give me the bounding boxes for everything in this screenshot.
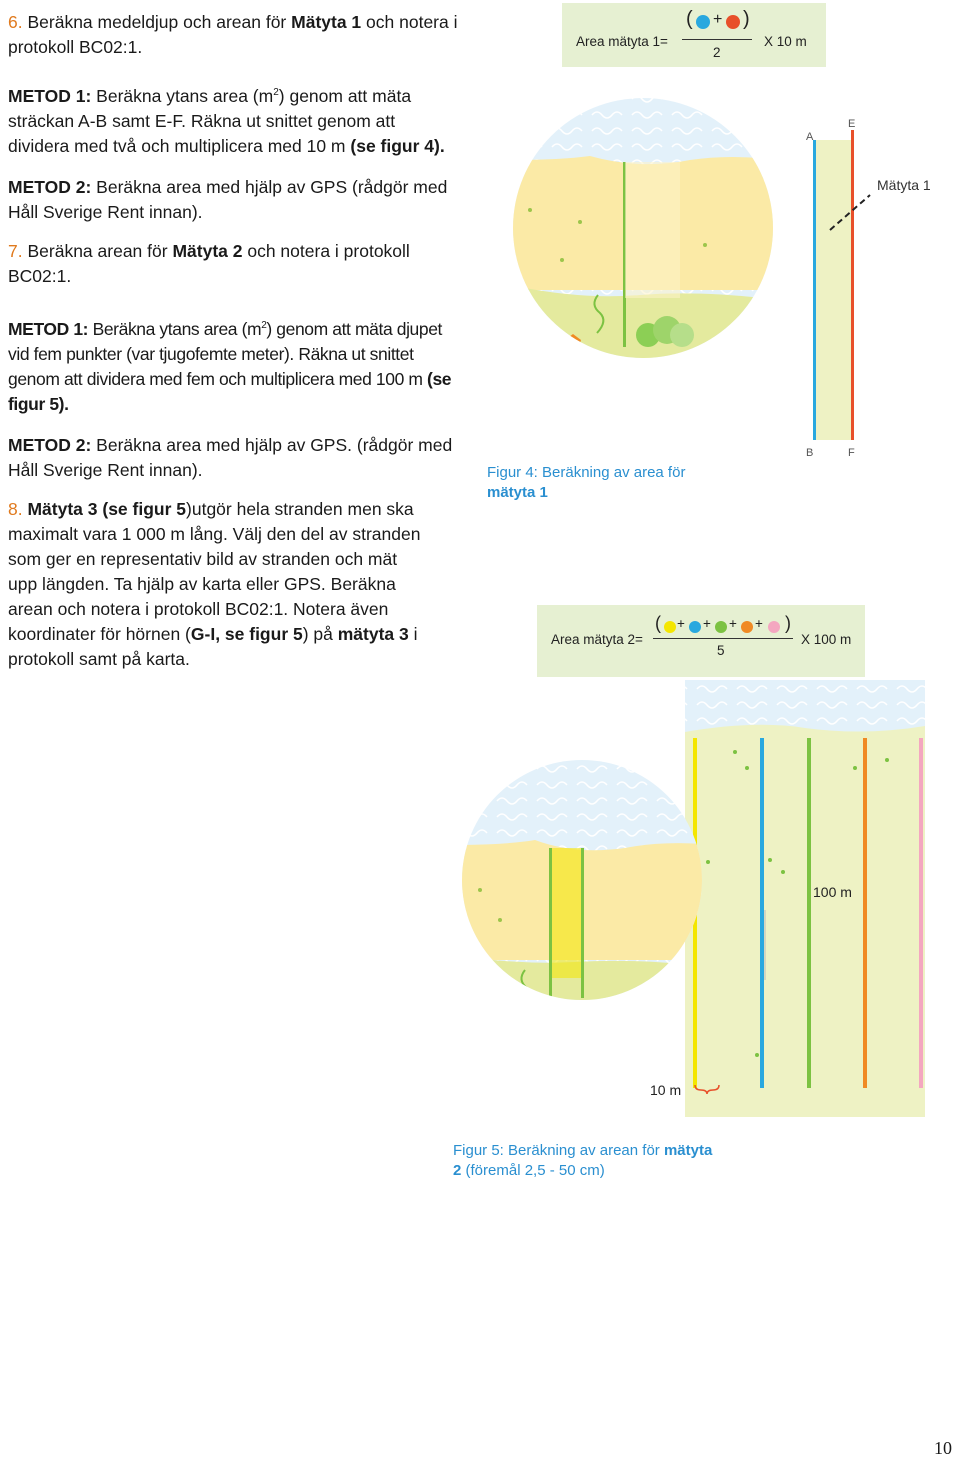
formula-multiplier: X 100 m [801,632,852,647]
area-1-strip [816,140,851,440]
superscript: 2 [273,87,279,98]
width-label: 10 m [650,1082,682,1098]
item-7-text-b: och notera i protokoll BC02:1. [8,240,410,286]
blue-dot-icon [689,621,701,633]
method-text-b: ) genom att mäta djupet vid fem punkter (var tjugofemte meter). Räkna ut snittet genom att dividera med fem och multiplicera med 100 m [8,318,443,389]
item-7-text-a: Beräkna arean för [27,240,168,261]
area-2-strip [685,732,925,1117]
caption-text: Figur 5: Beräkning av arean för [453,1142,660,1159]
item-6-method-2 [8,175,458,225]
transect-orange [863,738,867,1088]
line-a-b [813,140,816,440]
transect-blue [760,738,764,1088]
method-bold-ref: (se figur 5). [8,368,452,414]
formula-label: Area mätyta 2= [551,632,643,647]
item-6 [8,10,458,60]
item-7-method-2 [8,433,458,483]
blue-dot-icon [696,15,710,29]
length-label: 100 m [813,884,852,900]
formula-open-paren: ( [686,8,693,30]
label-a: A [806,131,814,143]
fraction-bar [653,638,793,639]
zoom-circle [510,90,780,370]
formula-close-paren: ) [785,613,791,633]
formula-plus: + [755,616,763,631]
formula-multiplier: X 10 m [764,34,807,49]
formula-open-paren: ( [655,613,661,633]
label-b: B [806,447,814,459]
formula-label: Area mätyta 1= [576,34,668,49]
formula-plus: + [713,11,723,28]
item-8 [8,497,423,672]
item-8-bold-a: Mätyta 3 (se figur 5 [27,498,187,519]
figure-5-caption [453,1141,713,1181]
method-text-a: Beräkna ytans area (m [92,318,262,339]
transect-pink [919,738,923,1088]
caption-text-b: (föremål 2,5 - 50 cm) [465,1162,605,1179]
item-7-bold: Mätyta 2 [172,240,243,261]
figure-4-caption [487,463,687,503]
green-dot-icon [715,621,727,633]
item-7-number: 7. [8,240,23,261]
item-6-text-a: Beräkna medeldjup och arean för [27,12,287,32]
page-number: 10 [934,1438,952,1458]
item-6-bold: Mätyta 1 [291,12,362,32]
method-text: Beräkna area med hjälp av GPS (rådgör med Håll Sverige Rent innan). [8,176,448,222]
item-6-number: 6. [8,12,23,32]
formula-denominator: 5 [717,643,725,658]
caption-text: Figur 4: Beräkning av area för [487,464,686,481]
formula-plus: + [677,616,685,631]
method-text-a: Beräkna ytans area (m [96,85,274,106]
red-dot-icon [726,15,740,29]
area-1-label: Mätyta 1 [877,177,931,193]
method-text-b: ) genom att mäta sträckan A-B samt E-F. Räkna ut snittet genom att dividera med två och multiplicera med 10 m [8,85,412,156]
item-7 [8,239,458,289]
yellow-dot-icon [664,621,676,633]
item-6-method-1 [8,80,458,159]
item-6-text-b: och notera i protokoll BC02:1. [8,12,458,57]
formula-plus: + [729,616,737,631]
formula-area-2 [537,605,865,677]
item-8-text-c: i protokoll samt på karta. [8,623,418,669]
orange-dot-icon [741,621,753,633]
caption-bold: mätyta 1 [487,484,548,501]
method-bold-ref: (se figur 4). [350,135,445,156]
method-text: Beräkna area med hjälp av GPS. (rådgör med Håll Sverige Rent innan). [8,434,453,480]
item-8-number: 8. [8,498,23,519]
method-label: METOD 1: [8,85,92,106]
figure-4-illustration [470,90,960,470]
instructions-column [8,10,458,672]
method-label: METOD 2: [8,434,92,455]
zoom-circle [455,750,715,1010]
label-f: F [848,447,855,459]
method-label: METOD 1: [8,318,89,339]
caption-bold: mätyta 2 [453,1142,713,1179]
item-8-text-a: )utgör hela stranden men ska maximalt vara 1 000 m lång. Välj den del av stranden som ger en representativ bild av stranden och mät upp längden. Ta hjälp av karta eller GPS. Beräkna arean och notera i protokoll BC02:1. Notera även koordinater för hörnen ( [8,498,421,644]
transect-green [807,738,811,1088]
pink-dot-icon [768,621,780,633]
item-7-method-1 [8,313,458,417]
method-label: METOD 2: [8,176,92,197]
item-8-text-b: ) på [302,623,333,644]
fraction-bar [682,39,752,40]
formula-plus: + [703,616,711,631]
superscript: 2 [261,319,267,331]
formula-denominator: 2 [713,45,721,60]
label-e: E [848,118,856,130]
line-e-f [851,130,854,440]
formula-close-paren: ) [743,8,750,30]
item-8-bold-c: mätyta 3 [337,623,409,644]
item-8-bold-b: G-I, se figur 5 [190,623,303,644]
figure-5-illustration [455,680,960,1125]
formula-area-1 [562,3,826,67]
